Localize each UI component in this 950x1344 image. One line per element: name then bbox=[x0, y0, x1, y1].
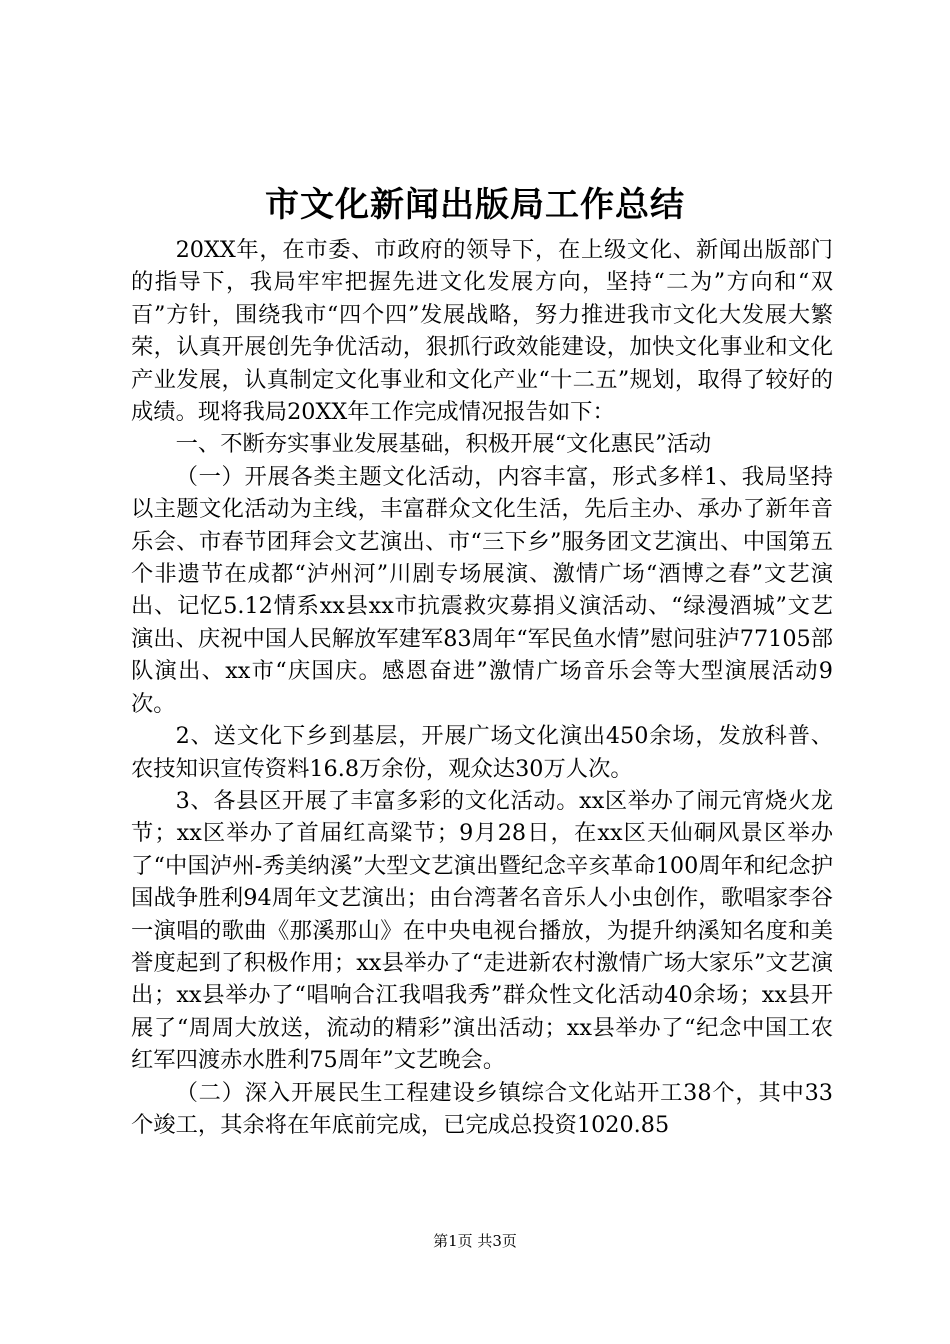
page-footer: 第1页 共3页 bbox=[433, 1232, 517, 1250]
section-heading-1: 一、不断夯实事业发展基础，积极开展“文化惠民”活动 bbox=[175, 431, 712, 458]
paragraph-subsection-2: （二）深入开展民生工程建设乡镇综合文化站开工38个，其中33个竣工，其余将在年底前完成，已完成总投资1020.85 bbox=[131, 1079, 833, 1138]
paragraph-item-3: 3、各县区开展了丰富多彩的文化活动。xx区举办了闹元宵烧火龙节；xx区举办了首届红高粱节；9月28日，在xx区天仙硐风景区举办了“中国泸州-秀美纳溪”大型文艺演出暨纪念辛亥革命100周年和纪念护国战争胜利94周年文艺演出；由台湾著名音乐人小虫创作，歌唱家李谷一演唱的歌曲《那溪那山》在中央电视台播放，为提升纳溪知名度和美誉度起到了积极作用；xx县举办了“走进新农村激情广场大家乐”文艺演出；xx县举办了“唱响合江我唱我秀”群众性文化活动40余场；xx县开展了“周周大放送，流动的精彩”演出活动；xx县举办了“纪念中国工农红军四渡赤水胜利75周年”文艺晚会。 bbox=[131, 787, 833, 1074]
paragraph-intro: 20XX年，在市委、市政府的领导下，在上级文化、新闻出版部门的指导下，我局牢牢把握先进文化发展方向，坚持“二为”方向和“双百”方针，围绕我市“四个四”发展战略，努力推进我市文化大发展大繁荣，认真开展创先争优活动，狠抓行政效能建设，加快文化事业和文化产业发展，认真制定文化事业和文化产业“十二五”规划，取得了较好的成绩。现将我局20XX年工作完成情况报告如下： bbox=[131, 237, 833, 426]
document-body bbox=[131, 234, 833, 1141]
document-title: 市文化新闻出版局工作总结 bbox=[265, 185, 685, 225]
paragraph-subsection-1: （一）开展各类主题文化活动，内容丰富，形式多样1、我局坚持以主题文化活动为主线，丰富群众文化生活，先后主办、承办了新年音乐会、市春节团拜会文艺演出、市“三下乡”服务团文艺演出、中国第五个非遗节在成都“泸州河”川剧专场展演、激情广场“酒博之春”文艺演出、记忆5.12情系xx县xx市抗震救灾募捐义演活动、“绿漫酒城”文艺演出、庆祝中国人民解放军建军83周年“军民鱼水情”慰问驻泸77105部队演出、xx市“庆国庆。感恩奋进”激情广场音乐会等大型演展活动9次。 bbox=[131, 463, 833, 717]
paragraph-item-2: 2、送文化下乡到基层，开展广场文化演出450余场，发放科普、农技知识宣传资料16.8万余份，观众达30万人次。 bbox=[131, 723, 833, 782]
